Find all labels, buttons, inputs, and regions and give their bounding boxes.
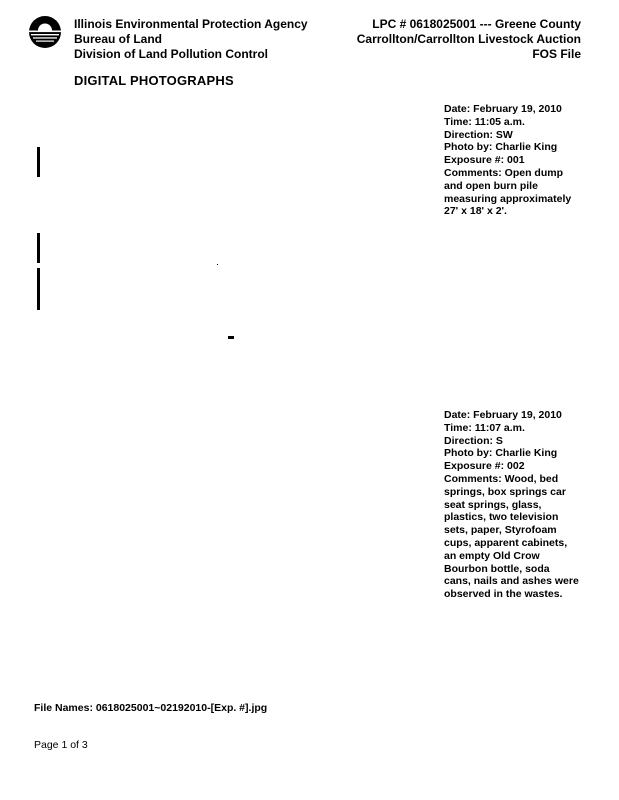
page-title: DIGITAL PHOTOGRAPHS [74, 73, 234, 88]
scan-mark [37, 233, 40, 263]
photo-comments: Comments: Wood, bed springs, box springs car seat springs, glass, plastics, two television sets, paper, Styrofoam cups, apparent cabinets, an empty Old Crow Bourbon bottle, soda cans, nails and ashes were observed in the wastes. [444, 472, 579, 601]
photo-photographer: Photo by: Charlie King [444, 447, 558, 460]
bureau-name: Bureau of Land [74, 32, 163, 46]
photo-photographer: Photo by: Charlie King [444, 141, 558, 154]
site-name: Carrollton/Carrollton Livestock Auction [356, 32, 581, 46]
agency-block [74, 17, 308, 62]
lpc-number: LPC # 0618025001 --- Greene County [372, 17, 581, 31]
photo-info-1 [444, 103, 579, 218]
photo-exposure: Exposure #: 002 [444, 460, 525, 473]
photo-date: Date: February 19, 2010 [444, 409, 562, 421]
division-name: Division of Land Pollution Control [74, 47, 268, 61]
photo-date: Date: February 19, 2010 [444, 103, 562, 115]
photo-direction: Direction: SW [444, 128, 513, 141]
photo-time: Time: 11:07 a.m. [444, 421, 525, 434]
page-number: Page 1 of 3 [34, 739, 88, 751]
scan-mark [37, 147, 40, 177]
photo-time: Time: 11:05 a.m. [444, 115, 525, 128]
scan-mark [217, 264, 218, 265]
photo-direction: Direction: S [444, 434, 503, 447]
photo-exposure: Exposure #: 001 [444, 154, 525, 167]
iepa-logo-icon [28, 15, 62, 49]
scan-mark [228, 336, 234, 339]
site-block [357, 17, 581, 62]
scan-mark [37, 268, 40, 310]
agency-name: Illinois Environmental Protection Agency [74, 17, 308, 31]
photo-info-2 [444, 409, 579, 601]
file-names: File Names: 0618025001~02192010-[Exp. #].jpg [34, 702, 268, 714]
photo-comments: Comments: Open dump and open burn pile measuring approximately 27' x 18' x 2'. [444, 166, 572, 218]
file-type: FOS File [532, 47, 581, 61]
